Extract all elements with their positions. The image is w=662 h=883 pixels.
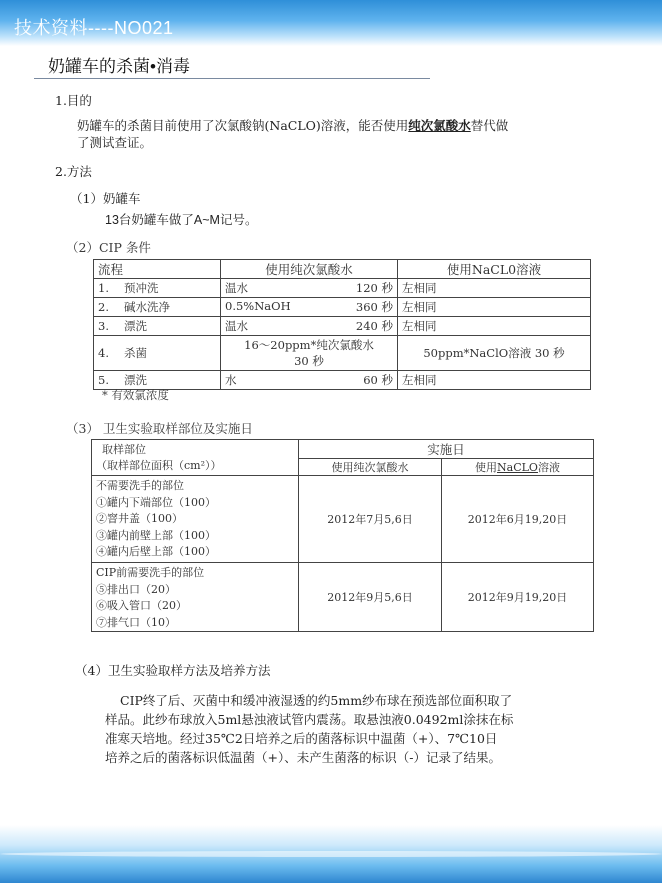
section-2-heading: 2.方法 (55, 164, 92, 179)
table-header-row (94, 260, 591, 279)
date-header: 实施日 (299, 440, 594, 459)
table-row (92, 476, 594, 563)
col-header-process: 流程 (94, 260, 221, 279)
date-hclo-cell: 2012年9月5,6日 (299, 563, 442, 632)
col-hclo-header: 使用纯次氯酸水 (299, 459, 442, 476)
sampling-site-header: 取样部位 （取样部位面积（cm²）） (92, 440, 299, 476)
hclo-cell: 温水 120 秒 (221, 279, 398, 298)
section-1-text-line1 (77, 117, 508, 135)
step-cell: 1. 预冲洗 (94, 279, 221, 298)
cip-footnote: * 有效氯浓度 (102, 388, 169, 402)
banner-title: 技术资料----NO021 (14, 18, 174, 38)
step-cell: 3. 漂洗 (94, 317, 221, 336)
sampling-header-row (92, 440, 594, 459)
subsection-1-heading: （1）奶罐车 (70, 191, 141, 206)
naclo-cell: 50ppm*NaClO溶液 30 秒 (398, 336, 591, 371)
cip-conditions-table (93, 259, 591, 390)
col-header-hclo: 使用纯次氯酸水 (221, 260, 398, 279)
table-row (92, 563, 594, 632)
subsection-4-heading: （4）卫生实验取样方法及培养方法 (75, 663, 271, 678)
hclo-cell: 温水 240 秒 (221, 317, 398, 336)
footer-wave (0, 825, 662, 883)
site-group-1: 不需要洗手的部位 ①罐内下端部位（100） ②窨井盖（100） ③罐内前壁上部（100） ④罐内后壁上部（100） (92, 476, 299, 563)
col-naclo-header: 使用NaCLO溶液 (442, 459, 594, 476)
naclo-cell: 左相同 (398, 371, 591, 390)
date-hclo-cell: 2012年7月5,6日 (299, 476, 442, 563)
method-paragraph-line: 准寒天培地。经过35℃2日培养之后的菌落标识中温菌（+）、7℃10日 (105, 731, 498, 746)
subsection-3-heading: （3） 卫生实验取样部位及实施日 (66, 421, 253, 436)
col-header-naclo: 使用NaCL0溶液 (398, 260, 591, 279)
page-title: 奶罐车的杀菌•消毒 (48, 57, 190, 76)
hclo-cell: 水 60 秒 (221, 371, 398, 390)
sampling-table (91, 439, 594, 632)
purpose-highlight: 纯次氯酸水 (408, 118, 471, 133)
header-banner (0, 0, 662, 46)
step-cell: 5. 漂洗 (94, 371, 221, 390)
method-paragraph-line: 培养之后的菌落标识低温菌（+）、未产生菌落的标识（-）记录了结果。 (105, 750, 501, 765)
purpose-text-a: 奶罐车的杀菌目前使用了次氯酸钠(NaCLO)溶液，能否使用 (77, 118, 409, 133)
step-cell: 2. 碱水洗净 (94, 298, 221, 317)
step-cell: 4. 杀菌 (94, 336, 221, 371)
naclo-cell: 左相同 (398, 317, 591, 336)
table-row (94, 317, 591, 336)
section-1-text-line2: 了测试查证。 (77, 135, 153, 150)
title-divider (34, 78, 430, 79)
subsection-1-text: 13台奶罐车做了A~M记号。 (105, 213, 258, 227)
naclo-cell: 左相同 (398, 279, 591, 298)
table-row (94, 336, 591, 371)
method-paragraph-line: 样品。此纱布球放入5ml悬浊液试管内震荡。取悬浊液0.0492ml涂抹在标 (105, 712, 514, 727)
section-1-heading: 1.目的 (55, 93, 92, 108)
hclo-cell: 0.5%NaOH 360 秒 (221, 298, 398, 317)
method-paragraph-line: CIP终了后、灭菌中和缓冲液湿透的约5mm纱布球在预选部位面积取了 (120, 693, 513, 708)
date-naclo-cell: 2012年9月19,20日 (442, 563, 594, 632)
purpose-text-c: 替代做 (470, 118, 509, 133)
table-row (94, 298, 591, 317)
naclo-cell: 左相同 (398, 298, 591, 317)
date-naclo-cell: 2012年6月19,20日 (442, 476, 594, 563)
subsection-2-heading: （2）CIP 条件 (66, 240, 151, 255)
hclo-cell: 16～20ppm*纯次氯酸水 30 秒 (221, 336, 398, 371)
site-group-2: CIP前需要洗手的部位 ⑤排出口（20） ⑥吸入管口（20） ⑦排气口（10） (92, 563, 299, 632)
table-row (94, 279, 591, 298)
